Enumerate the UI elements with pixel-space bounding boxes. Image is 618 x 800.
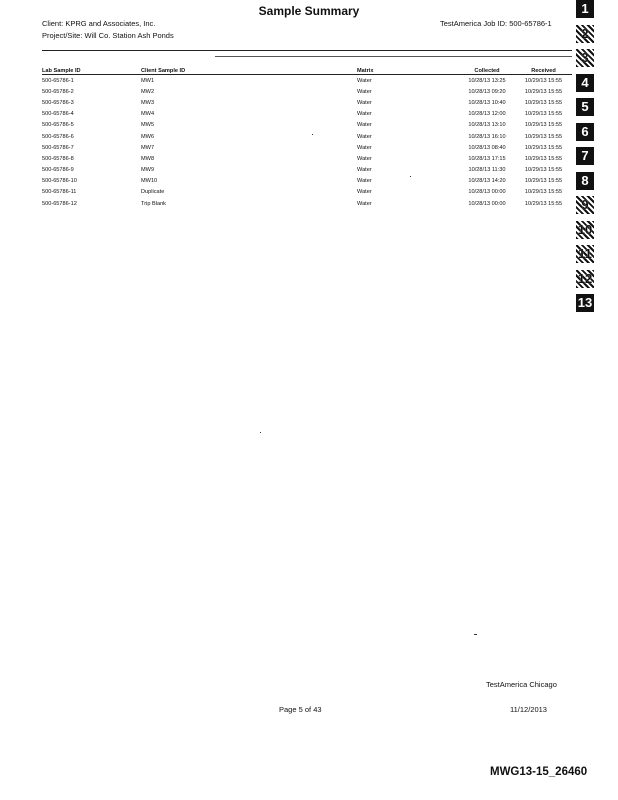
section-tab-12: 12 — [577, 270, 593, 286]
matrix-cell: Water — [357, 122, 372, 129]
document-id: MWG13-15_26460 — [490, 766, 588, 778]
table-row — [42, 198, 572, 209]
table-row — [42, 153, 572, 164]
lab-sample-id-cell: 500-65786-2 — [42, 88, 74, 95]
section-tab-10: 10 — [577, 221, 593, 237]
client-sample-id-cell: MW7 — [141, 144, 155, 151]
client-sample-id-cell: MW9 — [141, 167, 155, 174]
received-cell: 10/29/13 15:55 — [524, 144, 563, 151]
matrix-cell: Water — [357, 167, 372, 174]
report-date: 11/12/2013 — [510, 705, 547, 714]
client-sample-id-cell: Trip Blank — [141, 200, 166, 207]
section-tab-2: 2 — [576, 25, 594, 43]
header-rule — [42, 50, 572, 51]
project-line: Project/Site: Will Co. Station Ash Ponds — [42, 31, 174, 40]
section-tab-7: 7 — [576, 147, 594, 165]
lab-sample-id-cell: 500-65786-10 — [42, 178, 77, 185]
collected-cell: 10/28/13 00:00 — [468, 189, 506, 196]
lab-sample-id-cell: 500-65786-11 — [42, 189, 77, 196]
client-sample-id-cell: MW8 — [141, 155, 155, 162]
section-tab-13: 13 — [577, 295, 593, 310]
collected-cell: 10/28/13 12:00 — [468, 111, 506, 118]
matrix-cell: Water — [357, 133, 372, 140]
section-tab-6: 6 — [576, 123, 594, 141]
lab-sample-id-cell: 500-65786-6 — [42, 133, 74, 140]
received-cell: 10/29/13 15:55 — [524, 155, 563, 162]
received-cell: 10/29/13 15:55 — [524, 200, 563, 207]
section-tab-5: 5 — [576, 98, 594, 116]
client-sample-id-cell: MW1 — [141, 77, 155, 84]
matrix-cell: Water — [357, 155, 372, 162]
client-sample-id-cell: MW10 — [141, 178, 158, 185]
lab-name: TestAmerica Chicago — [486, 680, 557, 689]
table-row — [42, 187, 572, 198]
lab-sample-id-cell: 500-65786-12 — [42, 200, 77, 207]
table-row — [42, 131, 572, 142]
collected-cell: 10/28/13 11:30 — [468, 167, 506, 174]
scan-speck — [474, 634, 477, 635]
table-row — [42, 97, 572, 108]
received-cell: 10/29/13 15:55 — [524, 167, 563, 174]
col-received: Received — [515, 64, 572, 75]
client-sample-id-cell: MW6 — [141, 133, 155, 140]
collected-cell: 10/28/13 17:15 — [468, 155, 506, 162]
lab-sample-id-cell: 500-65786-7 — [42, 144, 74, 151]
table-row — [42, 109, 572, 120]
client-line: Client: KPRG and Associates, Inc. — [42, 19, 156, 28]
page-title: Sample Summary — [258, 4, 360, 18]
received-cell: 10/29/13 15:55 — [524, 88, 563, 95]
received-cell: 10/29/13 15:55 — [524, 111, 563, 118]
section-tab-1: 1 — [576, 0, 594, 18]
collected-cell: 10/28/13 13:10 — [468, 122, 506, 129]
matrix-cell: Water — [357, 144, 372, 151]
collected-cell: 10/28/13 00:00 — [468, 200, 506, 207]
client-sample-id-cell: MW4 — [141, 111, 155, 118]
scan-speck — [312, 134, 313, 135]
collected-cell: 10/28/13 14:20 — [468, 178, 506, 185]
lab-sample-id-cell: 500-65786-8 — [42, 155, 74, 162]
collected-cell: 10/28/13 16:10 — [468, 133, 506, 140]
section-tab-9: 9 — [576, 196, 594, 214]
table-row — [42, 120, 572, 131]
received-cell: 10/29/13 15:55 — [524, 122, 563, 129]
lab-sample-id-cell: 500-65786-9 — [42, 167, 74, 174]
client-sample-id-cell: Duplicate — [141, 189, 165, 196]
client-sample-id-cell: MW3 — [141, 99, 155, 106]
sample-table — [42, 64, 572, 209]
matrix-cell: Water — [357, 77, 372, 84]
collected-cell: 10/28/13 13:25 — [468, 77, 506, 84]
lab-sample-id-cell: 500-65786-1 — [42, 77, 74, 84]
matrix-cell: Water — [357, 200, 372, 207]
table-row — [42, 86, 572, 97]
received-cell: 10/29/13 15:55 — [524, 77, 563, 84]
page-number: Page 5 of 43 — [279, 705, 322, 714]
section-tab-3: 3 — [576, 49, 594, 67]
section-tab-8: 8 — [576, 172, 594, 190]
lab-sample-id-cell: 500-65786-3 — [42, 99, 74, 106]
collected-cell: 10/28/13 09:20 — [468, 88, 506, 95]
lab-sample-id-cell: 500-65786-5 — [42, 122, 74, 129]
matrix-cell: Water — [357, 111, 372, 118]
job-id-line: TestAmerica Job ID: 500-65786-1 — [440, 19, 552, 28]
table-row — [42, 142, 572, 153]
collected-cell: 10/28/13 08:40 — [468, 144, 506, 151]
col-lab-sample-id: Lab Sample ID — [42, 64, 141, 75]
client-sample-id-cell: MW5 — [141, 122, 155, 129]
scan-speck — [260, 432, 261, 433]
header-rule-secondary — [215, 56, 572, 57]
table-row — [42, 176, 572, 187]
section-tab-11: 11 — [576, 245, 594, 263]
received-cell: 10/29/13 15:55 — [524, 178, 563, 185]
lab-sample-id-cell: 500-65786-4 — [42, 111, 74, 118]
col-matrix: Matrix — [357, 64, 459, 75]
matrix-cell: Water — [357, 99, 372, 106]
col-client-sample-id: Client Sample ID — [141, 64, 357, 75]
collected-cell: 10/28/13 10:40 — [468, 99, 506, 106]
matrix-cell: Water — [357, 189, 372, 196]
table-row — [42, 165, 572, 176]
received-cell: 10/29/13 15:55 — [524, 133, 563, 140]
col-collected: Collected — [459, 64, 515, 75]
received-cell: 10/29/13 15:55 — [524, 189, 563, 196]
received-cell: 10/29/13 15:55 — [524, 99, 563, 106]
client-sample-id-cell: MW2 — [141, 88, 155, 95]
matrix-cell: Water — [357, 88, 372, 95]
matrix-cell: Water — [357, 178, 372, 185]
table-row — [42, 75, 572, 87]
scan-speck — [410, 176, 411, 177]
section-tab-4: 4 — [576, 74, 594, 92]
table-header-row — [42, 64, 572, 75]
